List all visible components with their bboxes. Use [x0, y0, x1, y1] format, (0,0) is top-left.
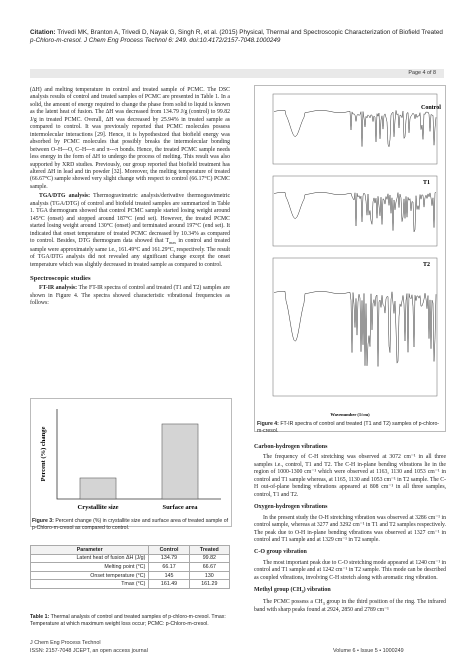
citation-header	[30, 29, 450, 46]
spectrum-line	[274, 291, 436, 366]
footer-volume: Volume 6 • Issue 5 • 1000249	[333, 648, 404, 654]
table-header: Treated	[189, 546, 229, 555]
methyl-text-2: group in the third position of the ring. The infrared band with sharp peaks found at 2924, 2850 and 2789 cm⁻¹	[254, 598, 446, 614]
table-cell: 66.17	[149, 563, 189, 572]
figure-4-box	[254, 85, 446, 432]
page-number: Page 4 of 8	[408, 70, 436, 76]
table-row	[31, 554, 230, 563]
spectrum-label-control: Control	[421, 105, 441, 111]
right-column	[254, 444, 446, 617]
bar-crystallite-size	[80, 478, 116, 499]
category-label: Surface area	[162, 504, 198, 511]
figure-4-caption	[257, 421, 443, 434]
table-row	[31, 571, 230, 580]
methyl-text-sub: 3	[322, 601, 325, 607]
table-1-caption	[30, 614, 232, 627]
methyl-text: The PCMC possess a CH	[263, 598, 323, 605]
figure-4-xlabel: Wavenumber (1/cm)	[330, 412, 370, 417]
citation-label: Citation:	[30, 29, 56, 36]
tga-sub: max	[169, 240, 177, 246]
ftir-paragraph	[30, 285, 230, 307]
methyl-head-2: ) vibration	[303, 587, 331, 594]
figure-4-spectra	[255, 86, 445, 431]
ftir-heading: FT-IR analysis:	[39, 285, 78, 292]
heading-co-group: C-O group vibration	[254, 549, 307, 556]
co-paragraph: The most important peak due to C-O stretching mode appeared at 1240 cm⁻¹ in control and T1 sample and at 1242 cm⁻¹ in T2 sample. This mode can be described as coupled vibrations, involving C-H stretch along with aromatic ring vibration.	[254, 559, 446, 581]
spectrum-label-t1: T1	[423, 180, 431, 186]
table-cell: Latent heat of fusion ΔH (J/g)	[31, 554, 149, 563]
table-1-caption-text: Thermal analysis of control and treated samples of p-chloro-m-cresol. Tmax: Temperature at which maximum weight loss occur; PCMC: p-Chloro-m-cresol.	[30, 614, 226, 627]
oh-paragraph: In the present study the O-H stretching vibration was observed at 3286 cm⁻¹ in control sample, whereas at 3277 and 3292 cm⁻¹ in T1 and T2 samples respectively. The peak due to O-H in-plane bending vibrations was observed at 1327 cm⁻¹ in control and T1 sample and at 1329 cm⁻¹ in T2 sample.	[254, 514, 446, 543]
table-cell: 66.67	[189, 563, 229, 572]
tga-text: Thermogravimetric analysis/derivative thermogravimetric analysis (TGA/DTG) of control and biofield treated samples are summarized in Table 1. TGA thermogram showed that control PCMC sample started losing weight around 145°C (onset) and stopped around 187°C (end set). However, the treated PCMC started losing weight around 130°C (onset) and terminated around 197°C (end set). It indicated that onset temperature of treated PCMC decreased by 10.34% as compared to control. Besides, DTG thermogram data showed that T	[30, 193, 230, 245]
category-label: Crystallite size	[77, 504, 119, 511]
spectrum-line	[274, 110, 436, 147]
methyl-head: Methyl group (CH	[254, 587, 302, 594]
footer-left	[30, 640, 148, 655]
table-header-row	[31, 546, 230, 555]
table-header: Control	[149, 546, 189, 555]
tga-text-2: in control and treated sample were approximately same i.e., 161.49°C and 161.29°C, respectively. The result of TGA/DTG analysis did not revealed any significant change except the onset temperature which was slightly decreased in treated sample as compared to control.	[30, 238, 230, 268]
bar-surface-area	[162, 424, 198, 499]
ch-paragraph: The frequency of C-H stretching was observed at 3072 cm⁻¹ in all three samples i.e., control, T1 and T2. The C-H in-plane bending vibrations lie in the region of 1000-1300 cm⁻¹ which were observed at 1163, 1130 and 1053 cm⁻¹ in control and T1 sample whereas, at 1165, 1130 and 1053 cm⁻¹ in T2 sample. The C-H out-of-plane bending vibrations appeared at 808 cm⁻¹ in all three samples, control, T1 and T2.	[254, 454, 446, 498]
figure-3-caption-text: Percent change (%) in crystallite size and surface area of treated sample of p-Chloro-m-cresol as compared to control.	[32, 518, 229, 531]
tga-paragraph	[30, 193, 230, 269]
table-cell: 99.82	[189, 554, 229, 563]
methyl-paragraph	[254, 599, 446, 615]
table-cell: Onset temperature (°C)	[31, 571, 149, 580]
ftir-text: The FT-IR spectra of control and treated (T1 and T2) samples are shown in Figure 4. The spectra showed characteristic vibrational frequencies as follows:	[30, 285, 230, 307]
spectrum-frame	[273, 176, 437, 246]
figure-3-ylabel: Percent (%) change	[40, 426, 47, 482]
table-cell: Melting point (°C)	[31, 563, 149, 572]
figure-3-caption-label: Figure 3:	[32, 518, 54, 524]
citation-text: Trivedi MK, Branton A, Trivedi D, Nayak G, Singh R, et al. (2015) Physical, Thermal and Spectroscopic Characterization of Biofield Treated	[57, 29, 443, 36]
citation-text-2: p-Chloro-m-cresol. J Chem Eng Process Technol 6: 249. doi:10.4172/2157-7048.1000249	[30, 37, 281, 45]
left-column	[30, 87, 230, 310]
figure-3-box	[30, 398, 232, 527]
spectrum-label-t2: T2	[423, 262, 431, 268]
heading-oxygen-hydrogen: Oxygen-hydrogen vibrations	[254, 504, 328, 511]
table-cell: 161.49	[149, 580, 189, 589]
spectrum-frame	[273, 94, 437, 164]
section-heading-spectroscopic: Spectroscopic studies	[30, 275, 91, 283]
methyl-sub: 3	[301, 589, 304, 595]
table-row	[31, 580, 230, 589]
tga-heading: TGA/DTG analysis:	[39, 193, 91, 200]
footer-issn: ISSN: 2157-7048 JCEPT, an open access journal	[30, 647, 148, 654]
footer-journal: J Chem Eng Process Technol	[30, 640, 101, 646]
figure-4-caption-text: FT-IR spectra of control and treated (T1 and T2) samples of p-chloro-m-cresol.	[257, 421, 440, 434]
table-cell: Tmax (°C)	[31, 580, 149, 589]
heading-methyl-group	[254, 587, 446, 596]
table-header: Parameter	[31, 546, 149, 555]
table-cell: 134.79	[149, 554, 189, 563]
table-cell: 145	[149, 571, 189, 580]
dsc-paragraph: (ΔH) and melting temperature in control and treated sample of PCMC. The DSC analysis results of control and treated samples of PCMC are presented in Table 1. In a solid, the amount of energy required to change the phase from solid to liquid is known as the latent heat of fusion. The ΔH was decreased from 134.79 J/g (control) to 99.82 J/g in treated PCMC. Overall, ΔH was decreased by 25.94% in treated sample as compared to control. It was previously reported that PCMC molecules possess intermolecular interactions [29]. Hence, it is hypothesized that biofield energy was absorbed by PCMC molecules that possibly breaks the intermolecular bonding between O–H---O, C–H---π and π---π bonds. Hence, the treated PCMC sample needs less energy in the form of ΔH to undergo the process of melting. This result was also supported by XRD studies. Previously, our group reported that biofield treatment has altered ΔH in lead and tin powder [32]. Moreover, the melting temperature of treated (66.67°C) sample showed very slight change with respect to control (66.17°C) PCMC sample.	[30, 87, 230, 190]
table-cell: 161.29	[189, 580, 229, 589]
table-1-caption-label: Table 1:	[30, 614, 50, 620]
table-1	[30, 545, 230, 589]
heading-carbon-hydrogen: Carbon-hydrogen vibrations	[254, 444, 328, 450]
figure-3-caption	[32, 518, 230, 531]
table-cell: 130	[189, 571, 229, 580]
figure-4-caption-label: Figure 4:	[257, 421, 279, 427]
page-strip	[30, 69, 444, 78]
table-row	[31, 563, 230, 572]
spectrum-line	[274, 192, 436, 232]
figure-3-chart	[31, 399, 231, 526]
